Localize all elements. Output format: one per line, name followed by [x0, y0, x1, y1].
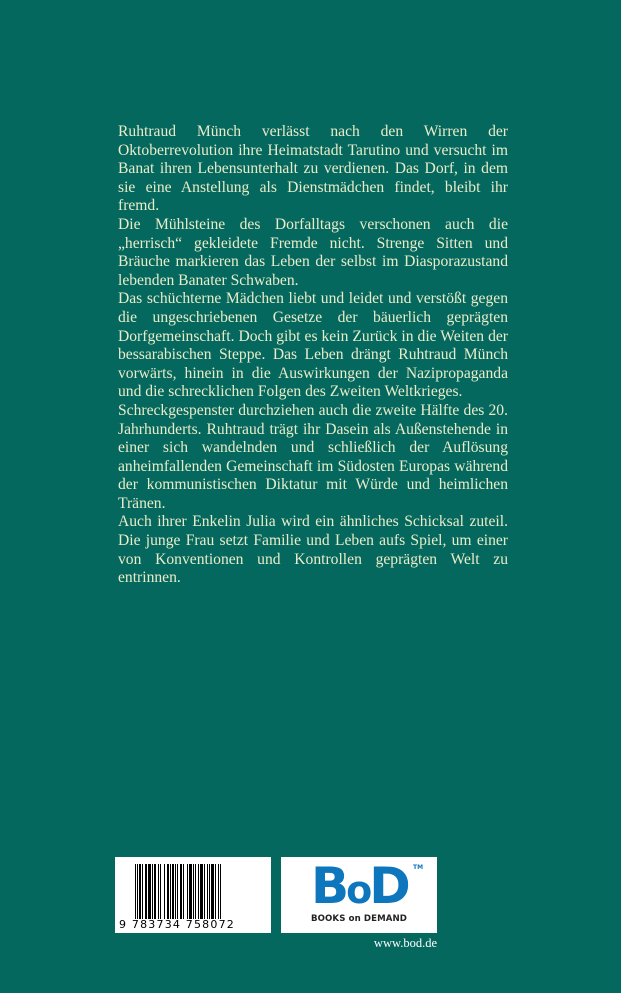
blurb-paragraph: Die Mühlsteine des Dorfalltags verschonen auch die „herrisch“ gekleidete Fremde nicht. Strenge Sitten und Bräuche markieren das Leben der selbst im Diasporazustand lebenden Banater Schwaben.: [118, 215, 508, 289]
isbn-number: 9 783734 758072: [119, 918, 235, 931]
blurb-paragraph: Das schüchterne Mädchen liebt und leidet und verstößt gegen die ungeschriebenen Gesetze der bäuerlich geprägten Dorfgemeinschaft. Doch gibt es kein Zurück in die Weiten der bessarabischen Steppe. Das Leben drängt Ruhtraud Münch vorwärts, hinein in die Auswirkungen der Nazipropaganda und die schrecklichen Folgen des Zweiten Weltkrieges.: [118, 290, 508, 401]
publisher-url: www.bod.de: [373, 936, 437, 950]
trademark-mark: TM: [413, 864, 424, 871]
publisher-logo: [281, 857, 437, 933]
isbn-barcode: [115, 857, 271, 933]
back-cover-blurb: [118, 123, 508, 588]
blurb-paragraph: Schreckgespenster durchziehen auch die zweite Hälfte des 20. Jahrhunderts. Ruhtraud trägt ihr Dasein als Außenstehende in einer sich wandelnden und schließlich der Auflösung anheimfallenden Gemeinschaft im Südosten Europas während der kommunistischen Diktatur mit Würde und heimlichen Tränen.: [118, 401, 508, 512]
blurb-paragraph: Auch ihrer Enkelin Julia wird ein ähnliches Schicksal zuteil. Die junge Frau setzt Familie und Leben aufs Spiel, um einer von Konventionen und Kontrollen geprägten Welt zu entrinnen.: [118, 513, 508, 587]
barcode-bars-icon: [135, 864, 263, 920]
publisher-subtitle: BOOKS on DEMAND: [310, 914, 408, 924]
blurb-paragraph: Ruhtraud Münch verlässt nach den Wirren der Oktoberrevolution ihre Heimatstadt Tarutino und versucht im Banat ihren Lebensunterhalt zu verdienen. Das Dorf, in dem sie eine Anstellung als Dienstmädchen findet, bleibt ihr fremd.: [118, 123, 508, 215]
bod-logo-icon: BoD: [311, 857, 408, 915]
